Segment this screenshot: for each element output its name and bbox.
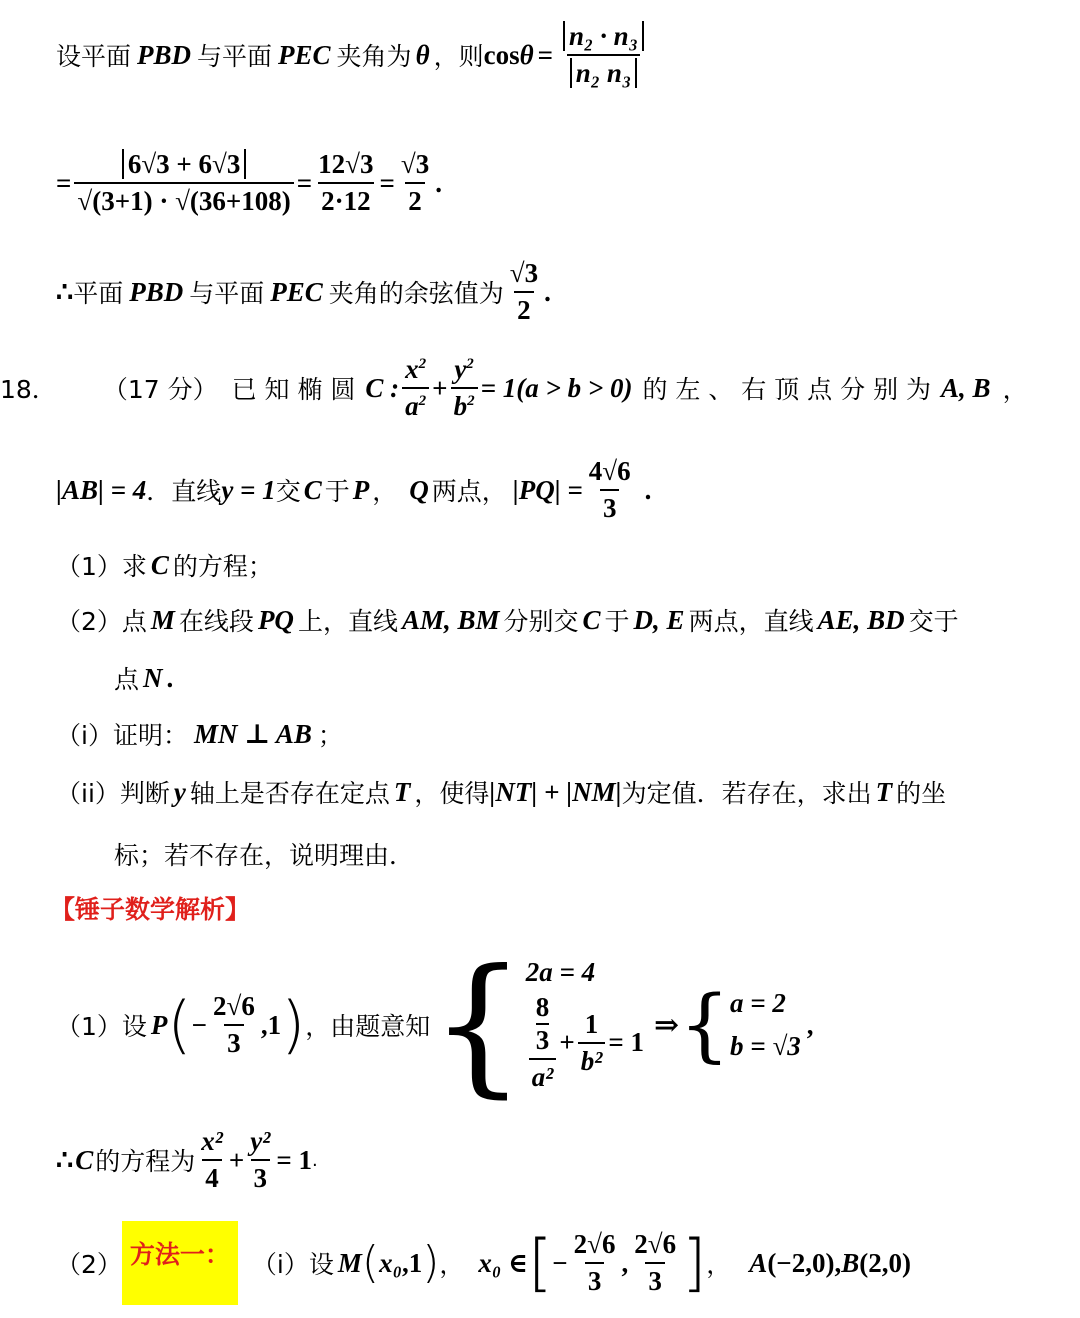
part-ii-cont: 标；若不存在，说明理由． (114, 841, 415, 870)
calc-fraction-3: $\frac{√3}{2}$ (400, 149, 430, 216)
part-i: （i）证明： MN ⊥ AB ； (56, 718, 343, 750)
solution-1: （1）设 P ( − $\frac{2√6}{3}$ ,1 ) ，由题意知 { 2a = 4 8 3 a² + $\frac{1}{\text{b²}}$ = 1 ⇒ { a = 2 b = √3 , (56, 938, 814, 1112)
question-number: 18． (0, 375, 57, 404)
part-ii: （ii）判断 y 轴上是否存在定点 T ，使得 |NT| + |NM| 为定值．若存在，求出 T 的坐 (56, 776, 947, 808)
equation-system: 2a = 4 8 3 a² + $\frac{1}{\text{b²}}$ = 1 (525, 957, 644, 1092)
solution-2: （2） 方法一： （i）设 M ( x₀ ,1 ) ， x₀ ∈ [ − $\frac{2√6}{3}$ , $\frac{2√6}{3}$ ] ， A (−2,0) , B (2,0) (56, 1218, 911, 1308)
line-calc: = $\frac{6√3 + 6√3}{√(3+1) \cdot √(36+108)}$ = $\frac{12√3}{2\cdot 12}$ = $\frac{√3}{2}$ . (56, 149, 442, 216)
question-18-cont: |AB| = 4 ．直线 y = 1 交 C 于 P ， Q 两点， |PQ| = $\frac{4√6}{3}$ . (56, 456, 652, 523)
calc-fraction-1: $\frac{6√3 + 6√3}{√(3+1) \cdot √(36+108)}$ (74, 149, 293, 217)
part-2: （2）点 M 在线段 PQ 上，直线 AM, BM 分别交 C 于 D, E 两点，直线 AE, BD 交于 (56, 604, 959, 636)
line-conclusion: ∴ 平面 PBD 与平面 PEC 夹角的余弦值为 $\frac{√3}{2}$ . (56, 258, 551, 325)
dot-product: n₂ · n₃ (563, 21, 644, 51)
solution-equation: ∴ C 的方程为 $\frac{\text{x²}}{4}$ + $\frac{\text{y²}}{3}$ = 1 . (56, 1126, 318, 1193)
part-1: （1）求 C 的方程； (56, 549, 273, 581)
question-18: 18． （17 分） 已 知 椭 圆 C : $\frac{x^2}{a^2}$ + $\frac{y^2}{b^2}$ = 1(a > b > 0) 的 左 、 右 顶 点 分 别 为 A, B ， (0, 354, 1028, 421)
cos-fraction (560, 21, 647, 89)
part-2-cont: 点 N . (114, 662, 174, 694)
method-one-highlight: 方法一： (122, 1221, 238, 1305)
analysis-heading: 【锤子数学解析】 (50, 895, 251, 924)
calc-fraction-2: $\frac{12√3}{2\cdot 12}$ (318, 149, 374, 216)
line-plane-angle: 设平面 PBD 与平面 PEC 夹角为 θ ，则 cos θ = $\frac{\text{n₂ · n₃}}{\text{n₂ n₃}}$ (56, 5, 650, 105)
norm-product: n₂ n₃ (570, 58, 638, 88)
